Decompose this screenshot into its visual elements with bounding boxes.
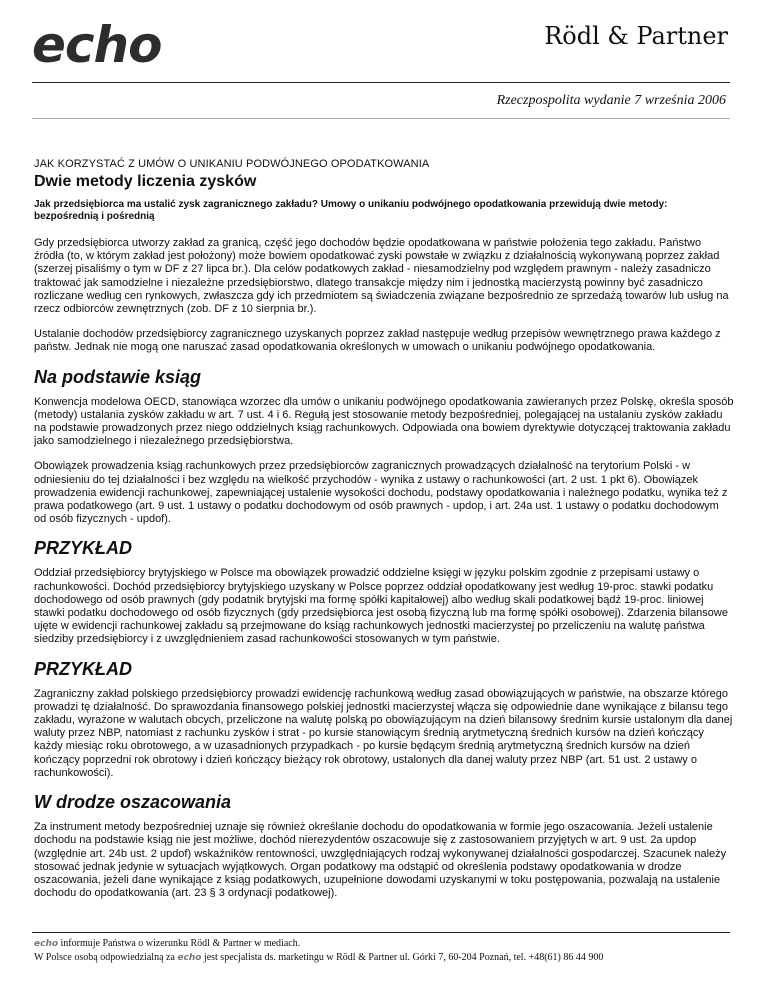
footer-echo-mark-2: echo <box>177 953 202 963</box>
estimation-paragraph: Za instrument metody bezpośredniej uznaje się również określanie dochodu do opodatkowania w formie jego oszacowania. Jeżeli ustalenie dochodu na podstawie ksiąg nie jest możliwe, dochód nierezydentów oszacowuje się z zastosowaniem przyjętych w art. 9 ust. 2a updop (względnie art. 24b ust. 2 updof) wskaźników rentowności, uwzględniających rodzaj wykonywanej działalności gospodarczej. Szacunek należy stosować jednak jedynie w sytuacjach wyjątkowych. Organ podatkowy ma odstąpić od określenia podstawy opodatkowania w drodze oszacowania, jeżeli dane wynikające z ksiąg podatkowych, uzupełnione dowodami uzyskanymi w toku postępowania, pozwalają na ustalenie dochodu do opodatkowania (art. 23 § 3 ordynacji podatkowej). <box>34 821 727 900</box>
intro-paragraph-1: Gdy przedsiębiorca utworzy zakład za granicą, część jego dochodów będzie opodatkowana w państwie położenia tego zakładu. Państwo źródła (to, w którym zakład jest położony) może bowiem opodatkować zyski powstałe w związku z działalnością wykonywaną poprzez zakład (szerzej pisaliśmy o tym w DF z 27 lipca br.). Dla celów podatkowych zakład - niesamodzielny pod względem prawnym - należy zasadniczo traktować jak samodzielne i niezależne przedsiębiorstwo, dlatego transakcje między nim i jednostką macierzystą powinny być zasadniczo rozliczane według cen rynkowych, zwłaszcza gdy ich przedmiotem są świadczenia związane bezpośrednio ze sprzedażą towarów lub usług na rzecz odbiorców zewnętrznych (zob. DF z 10 sierpnia br.). <box>34 237 729 316</box>
books-paragraph-1: Konwencja modelowa OECD, stanowiąca wzorzec dla umów o unikaniu podwójnego opodatkowania zawieranych przez Polskę, określa sposób (metody) ustalania zysków zakładu w art. 7 ust. 4 i 6. Regułą jest stosowanie metody bezpośredniej, polegającej na ustalaniu zysków zakładu na podstawie prowadzonych przez niego oddzielnych ksiąg rachunkowych. Odpowiada ona bowiem dyrektywie dotyczącej traktowania zakładu jako samodzielnego i niezależnego przedsiębiorstwa. <box>34 395 734 448</box>
source-line: Rzeczpospolita wydanie 7 września 2006 <box>496 93 726 108</box>
footer-line-1-text: informuje Państwa o wizerunku Rödl & Partner w mediach. <box>58 938 301 949</box>
echo-logo: echo <box>32 16 162 74</box>
header-rule <box>32 82 730 83</box>
footer-echo-mark: echo <box>34 939 59 949</box>
footer-rule <box>32 932 730 933</box>
section-heading-estimation: W drodze oszacowania <box>34 792 232 813</box>
example-heading-2: PRZYKŁAD <box>34 658 132 679</box>
article <box>34 158 734 912</box>
books-paragraph-2: Obowiązek prowadzenia ksiąg rachunkowych przez przedsiębiorców zagranicznych prowadzących działalność na terytorium Polski - w odniesieniu do tej działalności i bez względu na wielkość przychodów - wynika z ustawy o rachunkowości (art. 2 ust. 1 pkt 6). Obowiązek prowadzenia ewidencji rachunkowej, zapewniającej ustalenie wysokości dochodu, podstawy opodatkowania i należnego podatku, wynika też z prawa podatkowego (art. 9 ust. 1 ustawy o podatku dochodowym od osób prawnych - updop, i art. 24a ust. 1 ustawy o podatku dochodowym od osób fizycznych - updof). <box>34 460 728 526</box>
rodl-partner-logo: Rödl & Partner <box>544 22 728 50</box>
example-paragraph-2: Zagraniczny zakład polskiego przedsiębiorcy prowadzi ewidencję rachunkową według zasad obowiązujących w państwie, na obszarze którego prowadzi tę działalność. Do sprawozdania finansowego polskiej jednostki macierzystej włącza się odpowiednie dane wynikające z bilansu tego zakładu, wyrażone w walutach obcych, przeliczone na walutę polską po obowiązującym na dzień bilansowy średnim kursie ustalonym dla danej waluty przez NBP, natomiast z rachunku zysków i strat - po kursie stanowiącym średnią arytmetyczną średnich kursów na dzień kończący każdy miesiąc roku obrotowego, a w uzasadnionych przypadkach - po kursie będącym średnią arytmetyczną średnich kursów na dzień kończący poprzedni rok obrotowy i dzień kończący bieżący rok obrotowy, ustalonych dla danej waluty przez NBP (art. 51 ust. 2 ustawy o rachunkowości). <box>34 687 733 779</box>
example-paragraph-1: Oddział przedsiębiorcy brytyjskiego w Polsce ma obowiązek prowadzić oddzielne księgi w języku polskim zgodnie z przepisami ustawy o rachunkowości. Dochód przedsiębiorcy brytyjskiego uzyskany w Polsce poprzez oddział opodatkowany jest według 19-proc. stawki podatku dochodowego od osób prawnych (gdy podatnik brytyjski ma formę spółki kapitałowej) albo według skali podatkowej bądź 19-proc. liniowej stawki podatku dochodowego od osób fizycznych (gdy przedsiębiorca jest osobą fizyczną lub ma formę spółki osobowej). Zdarzenia bilansowe ujęte w ewidencji rachunkowej zakładu są przejmowane do ksiąg rachunkowych jednostki macierzystej po przeliczeniu na walutę państwa siedziby przedsiębiorcy i z uwzględnieniem zasad rachunkowości stosowanych w tym państwie. <box>34 567 728 646</box>
intro-paragraph-2: Ustalanie dochodów przedsiębiorcy zagranicznego uzyskanych poprzez zakład następuje według przepisów wewnętrznego prawa każdego z państw. Jednak nie mogą one naruszać zasad opodatkowania określonych w umowach o unikaniu podwójnego opodatkowania. <box>34 328 721 354</box>
example-heading-1: PRZYKŁAD <box>34 538 132 559</box>
footer-line-1 <box>34 937 734 951</box>
article-lead: Jak przedsiębiorca ma ustalić zysk zagranicznego zakładu? Umowy o unikaniu podwójnego opodatkowania przewidują dwie metody: bezpośrednią i pośrednią <box>34 199 668 222</box>
footer-line-2-after: jest specjalista ds. marketingu w Rödl & Partner ul. Górki 7, 60-204 Poznań, tel. +48(61) 86 44 900 <box>201 952 604 963</box>
subheader-rule <box>32 118 730 119</box>
footer-line-2 <box>34 951 734 965</box>
footer <box>34 937 734 965</box>
section-heading-books: Na podstawie ksiąg <box>34 366 202 387</box>
footer-line-2-before: W Polsce osobą odpowiedzialną za <box>34 952 178 963</box>
article-title: Dwie metody liczenia zysków <box>34 173 257 190</box>
article-kicker: JAK KORZYSTAĆ Z UMÓW O UNIKANIU PODWÓJNEGO OPODATKOWANIA <box>34 158 430 170</box>
